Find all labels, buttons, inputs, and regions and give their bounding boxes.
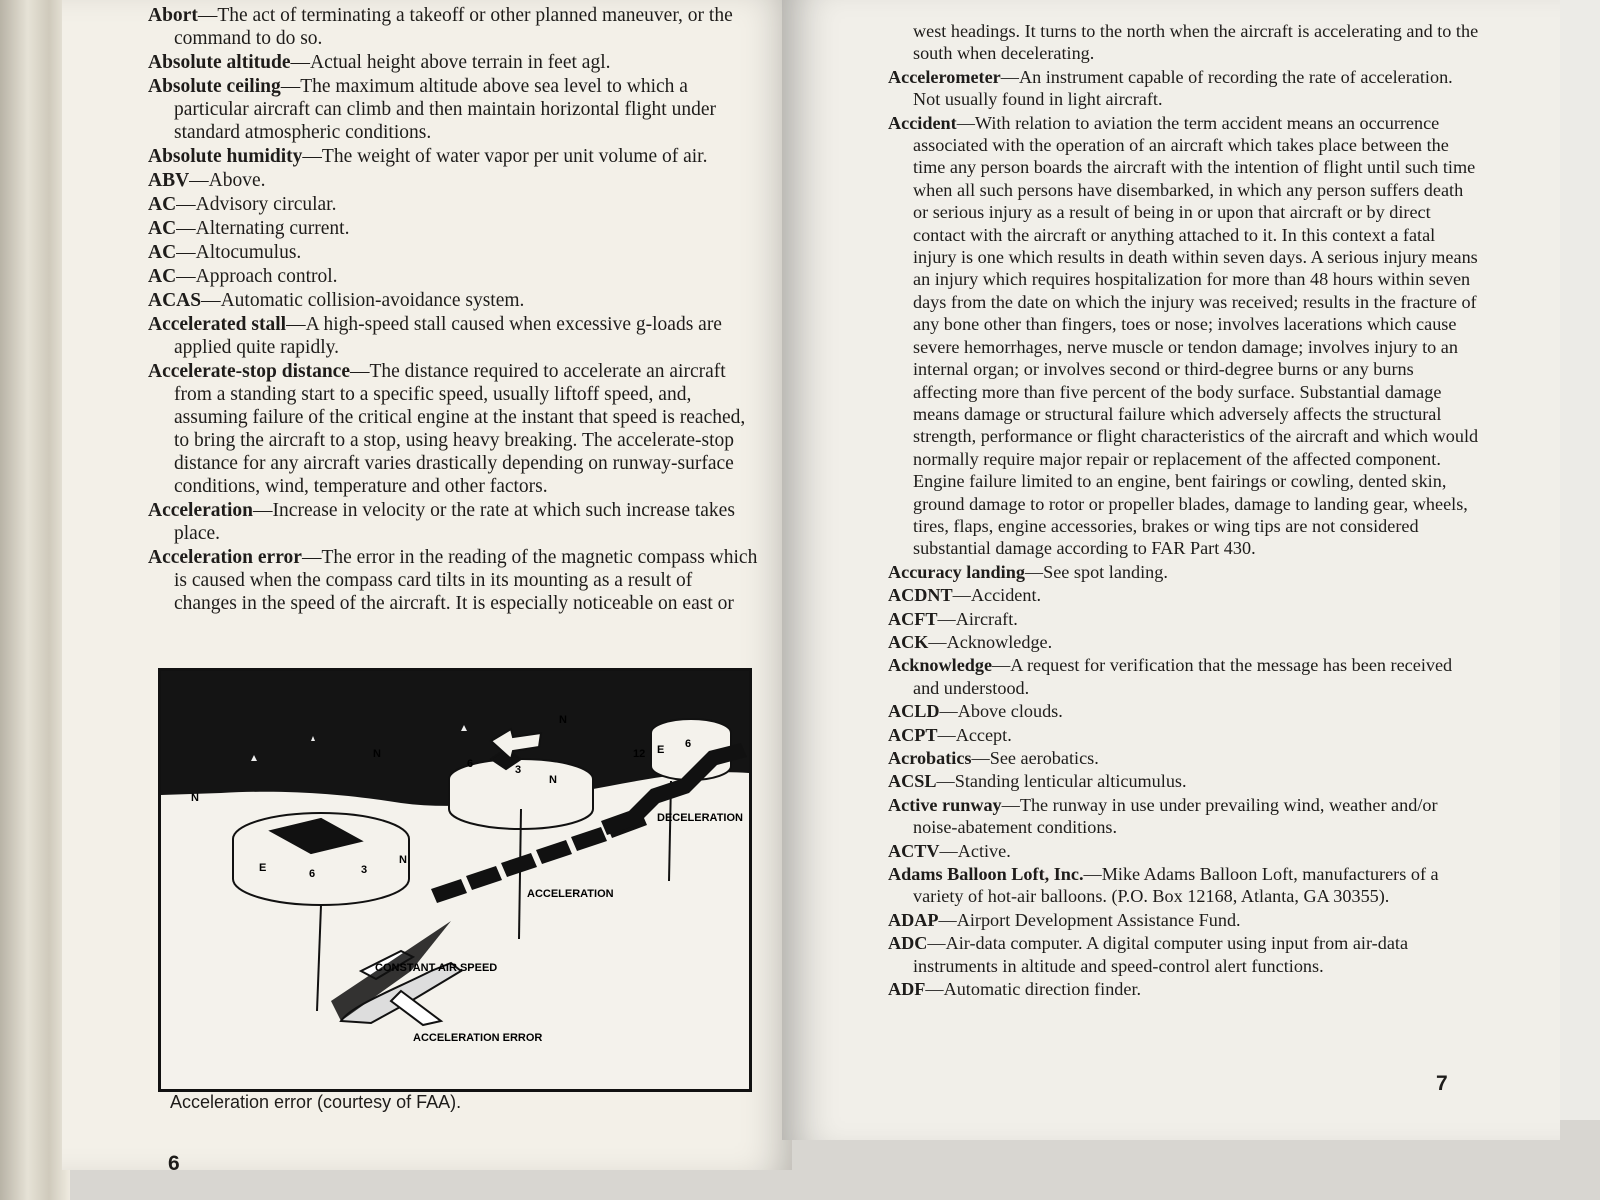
entry-definition: —Actual height above terrain in feet agl. xyxy=(290,52,611,73)
figure-label-north: N xyxy=(559,714,567,726)
glossary-entry xyxy=(888,561,1480,583)
compass-card-label: 6 xyxy=(685,738,692,750)
entry-definition: —Active. xyxy=(939,840,1011,861)
glossary-entry xyxy=(888,932,1480,977)
entry-term: ACDNT xyxy=(888,585,953,606)
glossary-entry xyxy=(888,770,1480,792)
page-number-left: 6 xyxy=(168,1152,180,1175)
entry-definition: —Mike Adams Balloon Loft, manufacturers of a variety of hot-air balloons. (P.O. Box 12168, Atlanta, GA 30355). xyxy=(913,864,1439,907)
figure-label-deceleration: DECELERATION xyxy=(657,812,743,824)
glossary-entry xyxy=(148,169,758,192)
entry-definition: —The distance required to accelerate an aircraft from a standing start to a specific speed, usually liftoff speed, and, assuming failure of the critical engine at the instant that speed is reached, to bring the aircraft to a stop, using heavy breaking. The accelerate-stop distance for any aircraft varies drastically depending on runway-surface conditions, wind, temperature and other factors. xyxy=(174,361,746,497)
acceleration-error-illustration xyxy=(158,668,752,1092)
entry-term: AC xyxy=(148,242,177,263)
entry-definition: —Advisory circular. xyxy=(176,194,337,215)
glossary-entry xyxy=(888,724,1480,746)
entry-term: ADC xyxy=(888,933,928,954)
figure-label-constant-air-speed: CONSTANT AIR SPEED xyxy=(375,962,498,974)
entry-term: AC xyxy=(148,218,177,239)
entry-term: Absolute ceiling xyxy=(148,76,281,97)
book-page-edges xyxy=(0,0,70,1200)
entry-definition: —Increase in velocity or the rate at which such increase takes place. xyxy=(174,500,735,544)
glossary-entry xyxy=(888,909,1480,931)
glossary-entry xyxy=(148,241,758,264)
left-page-text-column xyxy=(148,4,758,616)
entry-term: Acknowledge xyxy=(888,655,993,676)
glossary-entry xyxy=(148,193,758,216)
entry-term: Accelerated stall xyxy=(148,314,287,335)
figure-label-acceleration: ACCELERATION xyxy=(527,888,614,900)
glossary-entry xyxy=(888,863,1480,908)
entry-term: ACTV xyxy=(888,840,940,861)
compass-card-label: 6 xyxy=(309,868,316,880)
figure-label-north: N xyxy=(373,748,381,760)
entry-definition: —See aerobatics. xyxy=(971,748,1099,768)
entry-term: ACAS xyxy=(148,290,202,311)
entry-term: Accelerometer xyxy=(888,66,1001,87)
entry-definition: —A request for verification that the message has been received and understood. xyxy=(913,655,1453,698)
entry-definition: —The runway in use under prevailing wind, weather and/or noise-abatement conditions. xyxy=(913,794,1438,838)
compass-card-label: N xyxy=(549,774,557,786)
glossary-entry xyxy=(148,313,758,359)
page-number-right: 7 xyxy=(1436,1072,1448,1095)
glossary-entry xyxy=(148,546,758,615)
entry-definition: —Aircraft. xyxy=(937,608,1018,629)
entry-definition: —See spot landing. xyxy=(1024,561,1168,582)
entry-term: Acceleration xyxy=(148,500,254,521)
entry-definition: —Air-data computer. A digital computer using input from air-data instruments in altitude and speed-control alert functions. xyxy=(913,933,1409,976)
glossary-entry xyxy=(148,217,758,240)
entry-definition: —Airport Development Assistance Fund. xyxy=(938,909,1241,930)
glossary-entry xyxy=(148,289,758,312)
glossary-entry xyxy=(888,700,1480,722)
entry-definition: —With relation to aviation the term accident means an occurrence associated with the operation of an aircraft which takes place between the time any person boards the aircraft with the intention of flight until such time when all such persons have disembarked, in which any person suffers death or serious injury as a result of being in or upon that aircraft or by direct contact with the aircraft or anything attached to it. In this context a fatal injury is one which results in death within seven days. A serious injury means an injury which requires hospitalization for more than 48 hours within seven days from the date on which the injury was received; results in the fracture of any bone other than fingers, toes or nose; involves lacerations which cause severe hemorrhages, nerve muscle or tendon damage; involves injury to an internal organ; or involves second or third-degree burns or any burns affecting more than five percent of the body surface. Substantial damage means damage or structural failure which adversely affects the structural strength, performance or flight characteristics of the aircraft and which would normally require major repair or replacement of the affected component. Engine failure limited to an engine, bent fairings or cowling, dented skin, ground damage to rotor or propeller blades, damage to landing gear, wheels, tires, flaps, engine accessories, brakes or wing tips are not considered substantial damage according to FAR Part 430. xyxy=(913,112,1479,559)
entry-term: AC xyxy=(148,266,177,287)
entry-term: ADAP xyxy=(888,909,939,930)
entry-term: ABV xyxy=(148,170,190,191)
compass-card-label: 12 xyxy=(633,748,646,760)
entry-definition: —Alternating current. xyxy=(176,218,350,239)
figure-label-acceleration-error: ACCELERATION ERROR xyxy=(413,1032,543,1044)
glossary-entry xyxy=(888,584,1480,606)
entry-term: Abort xyxy=(148,5,198,26)
glossary-entry xyxy=(148,145,758,168)
entry-term: Acceleration error xyxy=(148,547,302,568)
entry-term: Accelerate-stop distance xyxy=(148,361,350,382)
entry-term: Acrobatics xyxy=(888,748,972,768)
glossary-entry xyxy=(888,608,1480,630)
glossary-continuation: west headings. It turns to the north when the aircraft is accelerating and to the south when decelerating. xyxy=(913,21,1479,64)
entry-term: Adams Balloon Loft, Inc. xyxy=(888,864,1084,885)
glossary-entry xyxy=(888,840,1480,862)
entry-definition: —The act of terminating a takeoff or other planned maneuver, or the command to do so. xyxy=(174,5,733,49)
entry-definition: —The maximum altitude above sea level to which a particular aircraft can climb and then maintain horizontal flight under standard atmospheric conditions. xyxy=(174,76,716,143)
glossary-entry xyxy=(148,265,758,288)
entry-definition: —The error in the reading of the magnetic compass which is caused when the compass card tilts in its mounting as a result of changes in the speed of the aircraft. It is especially noticeable on east or xyxy=(174,547,758,614)
entry-term: Absolute humidity xyxy=(148,146,303,167)
entry-term: ACSL xyxy=(888,771,937,792)
entry-term: Accident xyxy=(888,112,957,133)
compass-card-label: E xyxy=(259,862,267,874)
entry-term: AC xyxy=(148,194,177,215)
figure-caption: Acceleration error (courtesy of FAA). xyxy=(170,1092,462,1112)
glossary-entry xyxy=(888,794,1480,839)
right-page-text-column xyxy=(888,20,1480,1001)
entry-definition: —Approach control. xyxy=(176,266,338,287)
entry-definition: —Accept. xyxy=(937,724,1012,745)
glossary-entry xyxy=(148,360,758,498)
entry-definition: —Above clouds. xyxy=(939,701,1063,722)
glossary-entry xyxy=(148,499,758,545)
entry-definition: —Automatic direction finder. xyxy=(925,979,1142,1000)
glossary-entry xyxy=(148,4,758,50)
compass-card-label: E xyxy=(657,744,665,756)
entry-term: ACLD xyxy=(888,701,940,722)
glossary-entry xyxy=(888,112,1480,560)
glossary-entry xyxy=(888,747,1480,769)
entry-term: Absolute altitude xyxy=(148,52,291,73)
compass-dial-acceleration xyxy=(449,749,593,939)
entry-term: ACK xyxy=(888,631,929,652)
entry-term: Accuracy landing xyxy=(888,561,1025,582)
entry-definition: —Acknowledge. xyxy=(928,631,1053,652)
entry-definition: —Accident. xyxy=(952,585,1042,606)
entry-definition: —Altocumulus. xyxy=(176,242,302,263)
entry-term: ACFT xyxy=(888,608,938,629)
compass-card-label: 6 xyxy=(467,758,474,770)
entry-definition: —Standing lenticular alticumulus. xyxy=(936,771,1187,792)
glossary-entry xyxy=(888,631,1480,653)
entry-definition: —An instrument capable of recording the rate of acceleration. Not usually found in light aircraft. xyxy=(913,66,1453,110)
entry-term: Active runway xyxy=(888,794,1002,815)
entry-term: ADF xyxy=(888,979,926,1000)
glossary-entry xyxy=(888,654,1480,699)
entry-definition: —The weight of water vapor per unit volume of air. xyxy=(302,146,708,167)
compass-card-label: 3 xyxy=(361,864,368,876)
glossary-entry xyxy=(888,66,1480,111)
entry-definition: —A high-speed stall caused when excessive g-loads are applied quite rapidly. xyxy=(174,314,722,358)
compass-card-label: 3 xyxy=(515,764,522,776)
entry-definition: —Automatic collision-avoidance system. xyxy=(201,290,525,311)
glossary-entry xyxy=(148,75,758,144)
glossary-entry xyxy=(148,51,758,74)
entry-definition: —Above. xyxy=(189,170,266,191)
figure-label-north: N xyxy=(191,792,199,804)
entry-term: ACPT xyxy=(888,724,938,745)
compass-card-label: N xyxy=(399,854,407,866)
glossary-entry xyxy=(888,978,1480,1000)
